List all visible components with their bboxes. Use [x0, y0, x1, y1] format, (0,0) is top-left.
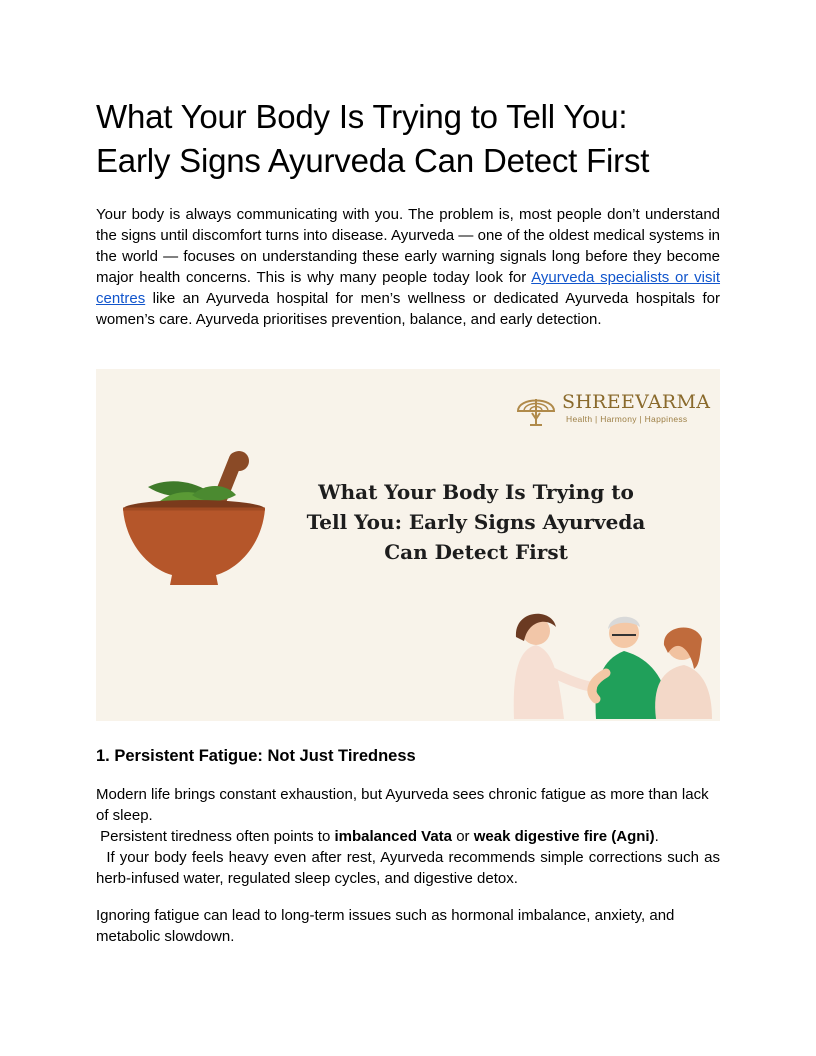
vata-emphasis: imbalanced Vata [334, 828, 453, 845]
brand-name: SHREEVARMA [562, 391, 711, 413]
section-paragraph-2: Ignoring fatigue can lead to long-term issues such as hormonal imbalance, anxiety, and metabolic slowdown. [96, 907, 675, 945]
shreevarma-brand [514, 389, 714, 429]
intro-text-start: Your body is always communicating with you. The problem is, most people don’t understand the signs until discomfort turns into disease. Ayurveda — one of the oldest medical systems in the world — focuses on understanding these early warning signals long before they become major health concerns. This is why many people today look for [96, 206, 720, 286]
banner-title [286, 477, 666, 567]
ayurveda-specialists-link[interactable]: Ayurveda specialists or visit centres [96, 269, 721, 307]
mortar-pestle-icon [123, 451, 265, 585]
fatigue-line-1: Modern life brings constant exhaustion, but Ayurveda sees chronic fatigue as more than lack of sleep. [96, 786, 709, 824]
section-heading: 1. Persistent Fatigue: Not Just Tiredness [96, 747, 416, 765]
intro-paragraph [96, 204, 720, 330]
banner-title-line-2: Tell You: Early Signs Ayurveda [306, 510, 646, 534]
title-line-2: Early Signs Ayurveda Can Detect First [96, 142, 650, 179]
fatigue-period: . [654, 828, 659, 845]
fatigue-text-or: or [452, 828, 474, 845]
tree-logo-icon [514, 389, 558, 427]
section-paragraph-1 [96, 784, 725, 889]
brand-tagline: Health | Harmony | Happiness [566, 414, 688, 424]
fatigue-line-2 [96, 826, 720, 847]
article-banner-image [96, 369, 720, 721]
agni-emphasis: weak digestive fire (Agni) [473, 828, 655, 845]
fatigue-text: Persistent tiredness often points to [96, 828, 335, 845]
intro-text-end: like an Ayurveda hospital for men’s wellness or dedicated Ayurveda hospitals for women’s care. Ayurveda prioritises prevention, balance, and early detection. [96, 290, 720, 328]
banner-title-line-3: Can Detect First [384, 540, 568, 564]
page-title [96, 95, 720, 183]
banner-title-line-1: What Your Body Is Trying to [318, 480, 634, 504]
fatigue-line-3: If your body feels heavy even after rest, Ayurveda recommends simple corrections such as herb-infused water, regulated sleep cycles, and digestive detox. [96, 849, 725, 887]
doctor-patient-illustration [514, 614, 712, 719]
title-line-1: What Your Body Is Trying to Tell You: [96, 98, 628, 135]
